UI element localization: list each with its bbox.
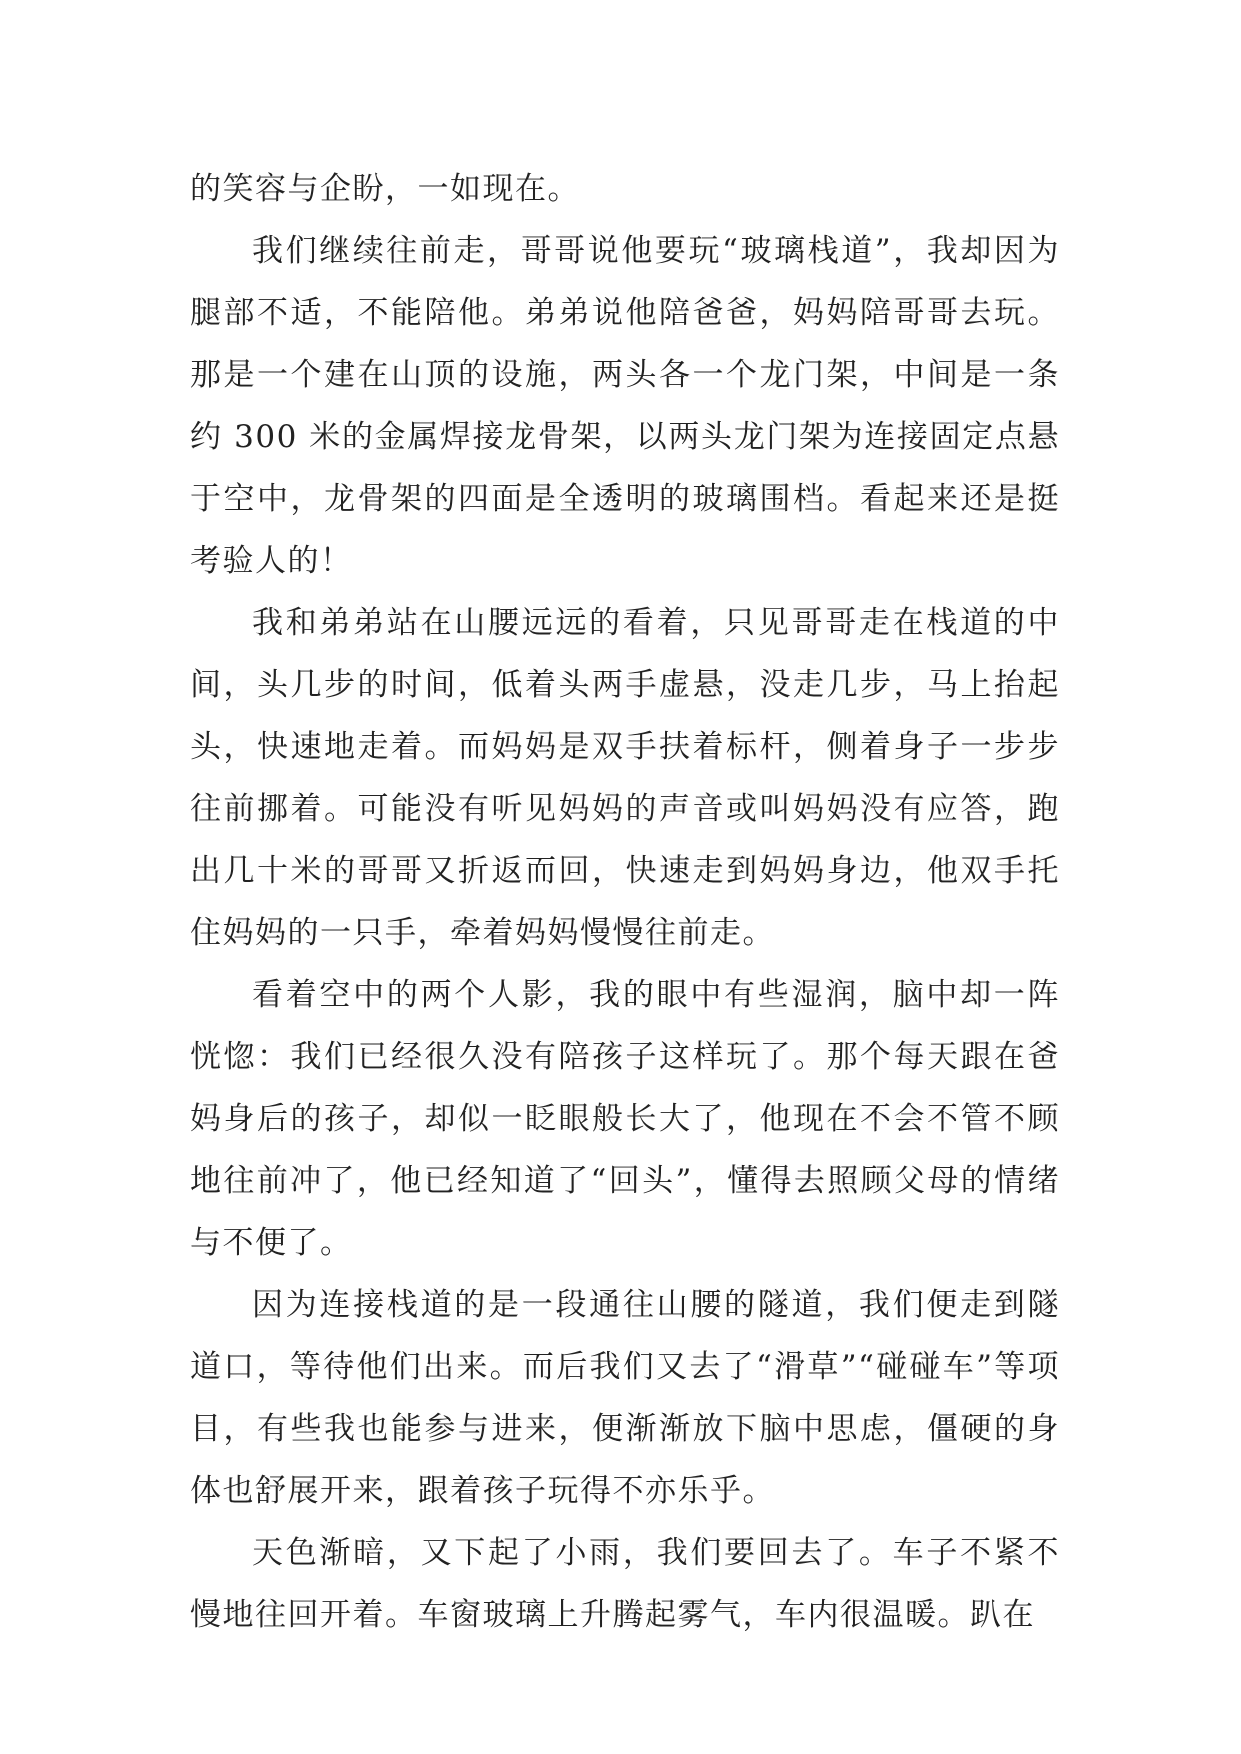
body-text [190,158,1060,1646]
text-line: 地往前冲了，他已经知道了“回头”，懂得去照顾父母的情 [190,1163,1028,1199]
text-line: 于空中，龙骨架的四面是全透明的玻璃围档。看起来还是挺 [190,481,1060,517]
paragraph [190,592,1060,964]
text-line: 头，快速地走着。而妈妈是双手扶着标杆，侧着身子一步步 [190,729,1060,765]
paragraph [190,1522,1060,1646]
paragraph [190,1274,1060,1522]
text-line: 约 300 米的金属焊接龙骨架，以两头龙门架为连接固定点悬 [190,419,1060,455]
text-line: 那是一个建在山顶的设施，两头各一个龙门架，中间是一条 [190,357,1060,393]
text-line: 天色渐暗，又下起了小雨，我们要回去了。车子不紧不 [252,1535,1060,1571]
text-line: 我和弟弟站在山腰远远的看着，只见哥哥走在栈道的中 [252,605,1060,641]
paragraph [190,220,1060,592]
text-line: 因为连接栈道的是一段通往山腰的隧道，我们便走到隧 [252,1287,1060,1323]
text-line: 道口，等待他们出来。而后我们又去了“滑草”“碰碰车” [190,1349,994,1385]
text-line: 妈身后的孩子，却似一眨眼般长大了，他现在不会不管不顾 [190,1101,1060,1137]
text-line: 为腿部不适，不能陪他。弟弟说他陪爸爸，妈妈陪哥哥去玩。 [190,233,1060,331]
text-line: 考验人的！ [190,543,353,579]
text-line: 出几十米的哥哥又折返而回，快速走到妈妈身边，他双手托 [190,853,1060,889]
text-line: 的身体也舒展开来，跟着孩子玩得不亦乐乎。 [190,1411,1060,1509]
text-line: 间，头几步的时间，低着头两手虚悬，没走几步，马上抬起 [190,667,1060,703]
text-line: 的笑容与企盼，一如现在。 [190,171,580,207]
paragraph [190,964,1060,1274]
text-line: 我们继续往前走，哥哥说他要玩“玻璃栈道”，我却因 [252,233,1028,269]
text-line: 往前挪着。可能没有听见妈妈的声音或叫妈妈没有应答，跑 [190,791,1060,827]
text-line: 等项目，有些我也能参与进来，便渐渐放下脑中思虑，僵硬 [190,1349,1061,1447]
text-line: 绪与不便了。 [190,1163,1060,1261]
paragraph [190,158,1060,220]
text-line: 住妈妈的一只手，牵着妈妈慢慢往前走。 [190,915,775,951]
text-line: 慢地往回开着。车窗玻璃上升腾起雾气，车内很温暖。趴在 [190,1597,1035,1633]
text-line: 恍惚：我们已经很久没有陪孩子这样玩了。那个每天跟在爸 [190,1039,1060,1075]
text-line: 看着空中的两个人影，我的眼中有些湿润，脑中却一阵 [252,977,1060,1013]
